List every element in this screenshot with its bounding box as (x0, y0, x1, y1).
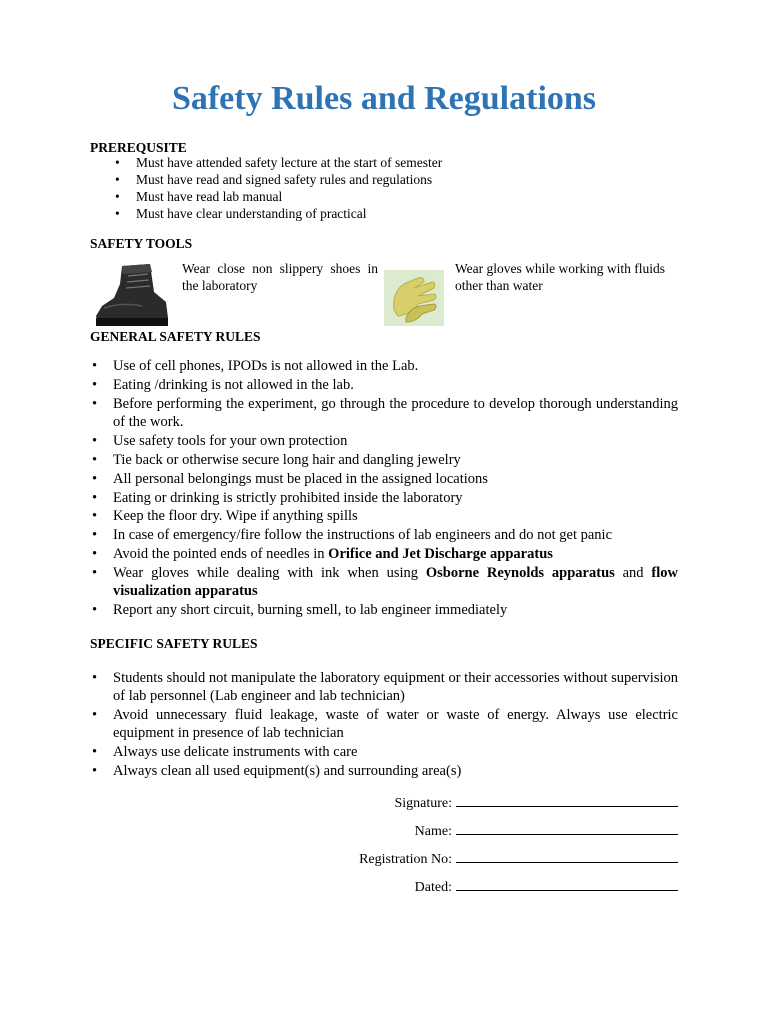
name-line[interactable] (456, 821, 678, 835)
specific-rules-list (90, 669, 678, 781)
dated-label: Dated: (414, 880, 452, 895)
signature-label: Signature: (394, 796, 452, 811)
prerequisite-list (112, 154, 632, 222)
list-item: • Keep the floor dry. Wipe if anything spills (90, 507, 678, 525)
prerequisite-heading: PREREQUSITE (90, 140, 187, 155)
gloves-icon (384, 270, 444, 326)
dated-field[interactable] (300, 877, 678, 896)
osborne-prefix: Wear gloves while dealing with ink when using (113, 565, 426, 582)
boot-icon (92, 262, 170, 330)
shoes-text: Wear close non slippery shoes in the laboratory (182, 261, 378, 293)
osborne-apparatus: Osborne Reynolds apparatus (425, 565, 615, 582)
signature-field[interactable] (300, 793, 678, 812)
flow-visualization-apparatus: flow visualization apparatus (113, 565, 678, 600)
list-item: • All personal belongings must be placed in the assigned locations (90, 470, 678, 488)
list-item: • Eating /drinking is not allowed in the lab. (90, 376, 678, 394)
list-item: • Use safety tools for your own protection (90, 432, 678, 450)
list-item: • Must have clear understanding of practical (112, 205, 632, 222)
osborne-and: and (614, 565, 652, 582)
registration-label: Registration No: (359, 852, 452, 867)
list-item: • Students should not manipulate the laboratory equipment or their accessories without supervision of lab personnel (Lab engineer and lab technician) (90, 669, 678, 705)
dated-line[interactable] (456, 877, 678, 891)
list-item: • Always clean all used equipment(s) and surrounding area(s) (90, 762, 678, 780)
list-item: • Before performing the experiment, go through the procedure to develop thorough understanding of the work. (90, 395, 678, 431)
specific-rules-heading: SPECIFIC SAFETY RULES (90, 636, 258, 651)
signature-line[interactable] (456, 793, 678, 807)
list-item: • Report any short circuit, burning smell, to lab engineer immediately (90, 601, 678, 619)
general-rules-heading: GENERAL SAFETY RULES (90, 329, 261, 344)
safety-tools-heading: SAFETY TOOLS (90, 236, 193, 251)
registration-line[interactable] (456, 849, 678, 863)
list-item (90, 564, 678, 600)
page-title: Safety Rules and Regulations (171, 80, 597, 117)
list-item: • Tie back or otherwise secure long hair and dangling jewelry (90, 451, 678, 469)
list-item: • Must have read lab manual (112, 188, 632, 205)
list-item: • Use of cell phones, IPODs is not allowed in the Lab. (90, 357, 678, 375)
registration-field[interactable] (300, 849, 678, 868)
name-label: Name: (414, 824, 452, 839)
general-rules-list (90, 357, 678, 620)
orifice-apparatus: Orifice and Jet Discharge apparatus (328, 546, 553, 563)
list-item: • Avoid unnecessary fluid leakage, waste of water or waste of energy. Always use electric equipment in presence of lab technician (90, 706, 678, 742)
list-item: • Always use delicate instruments with care (90, 743, 678, 761)
list-item: • Must have attended safety lecture at the start of semester (112, 154, 632, 171)
list-item: • Eating or drinking is strictly prohibited inside the laboratory (90, 489, 678, 507)
list-item (90, 545, 678, 563)
gloves-text: Wear gloves while working with fluids other than water (455, 261, 666, 293)
list-item: • In case of emergency/fire follow the instructions of lab engineers and do not get panic (90, 526, 678, 544)
name-field[interactable] (300, 821, 678, 840)
orifice-prefix: Avoid the pointed ends of needles in (113, 546, 329, 563)
list-item: • Must have read and signed safety rules and regulations (112, 171, 632, 188)
